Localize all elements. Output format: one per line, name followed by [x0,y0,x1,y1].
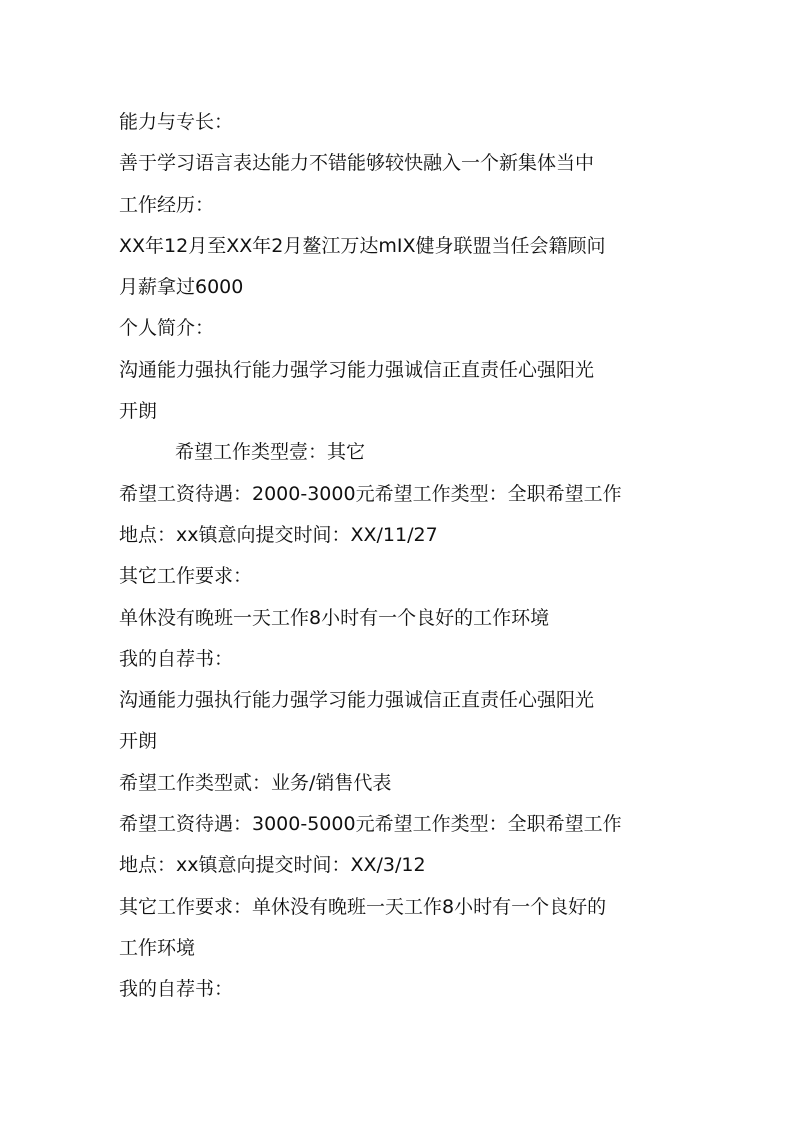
job-type-two: 希望工作类型贰：业务/销售代表 [119,771,392,794]
other-requirements-two: 其它工作要求：单休没有晚班一天工作8小时有一个良好的 [119,895,607,918]
profile-text: 沟通能力强执行能力强学习能力强诚信正直责任心强阳光 [119,358,595,381]
heading-other-requirements-one: 其它工作要求： [119,565,253,588]
other-requirements-two-cont: 工作环境 [119,936,196,959]
salary-two: 希望工资待遇：3000-5000元希望工作类型：全职希望工作 [119,813,622,836]
profile-text-cont: 开朗 [119,400,158,423]
heading-profile: 个人简介： [119,317,215,340]
self-recommendation-text-cont: 开朗 [119,730,158,753]
abilities-text: 善于学习语言表达能力不错能够较快融入一个新集体当中 [119,152,595,175]
other-requirements-one: 单休没有晚班一天工作8小时有一个良好的工作环境 [119,606,550,629]
heading-self-recommendation-one: 我的自荐书： [119,647,234,670]
document-body [119,102,679,1011]
location-date-two: 地点：xx镇意向提交时间：XX/3/12 [119,854,426,877]
salary-one: 希望工资待遇：2000-3000元希望工作类型：全职希望工作 [119,482,622,505]
heading-abilities: 能力与专长： [119,111,234,133]
location-date-one: 地点：xx镇意向提交时间：XX/11/27 [119,523,438,546]
job-type-one: 希望工作类型壹：其它 [175,441,366,464]
work-history-text: XX年12月至XX年2月鳌江万达mIX健身联盟当任会籍顾问 [119,234,606,257]
work-history-text-cont: 月薪拿过6000 [119,276,244,299]
heading-self-recommendation-two: 我的自荐书： [119,978,234,1001]
self-recommendation-text: 沟通能力强执行能力强学习能力强诚信正直责任心强阳光 [119,689,595,712]
heading-work-history: 工作经历： [119,193,215,216]
